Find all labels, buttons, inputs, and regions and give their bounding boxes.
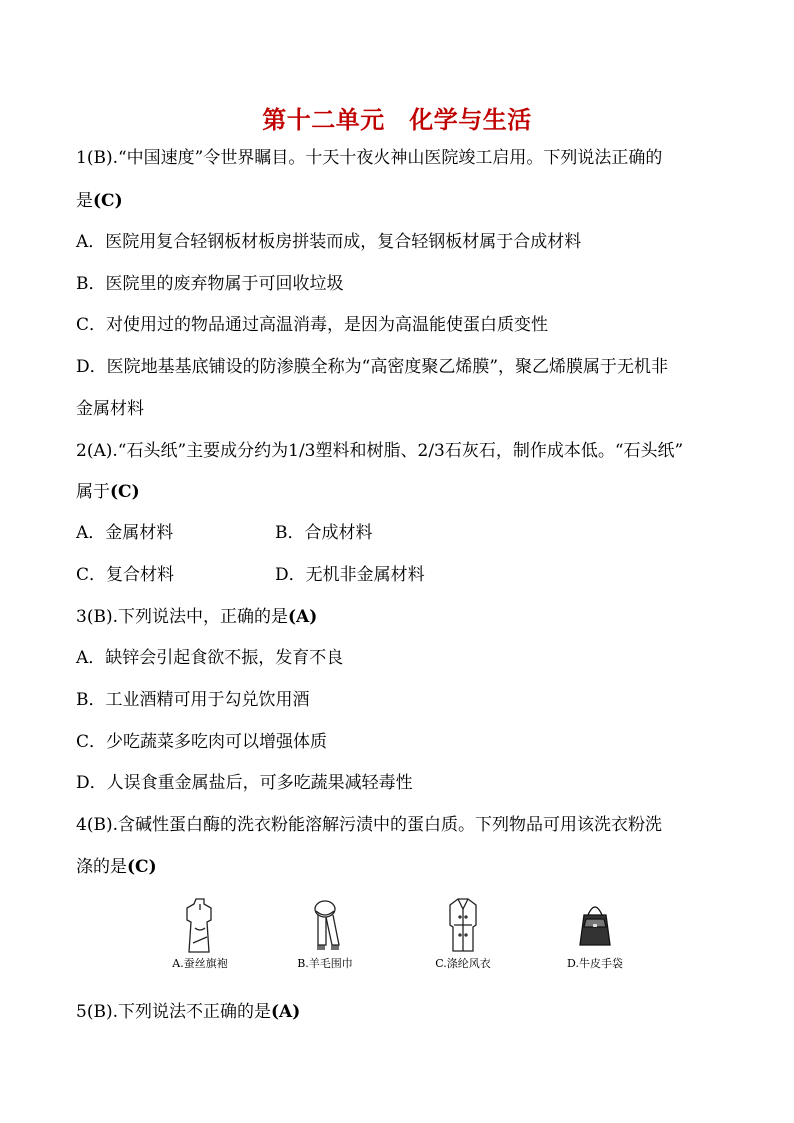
q3-option-a: A．缺锌会引起食欲不振，发育不良	[76, 648, 344, 668]
q2-option-c: C．复合材料	[76, 565, 175, 585]
figure-d-caption: D.牛皮手袋	[567, 957, 623, 970]
q3-stem: 3(B).下列说法中，正确的是(A)	[76, 607, 318, 627]
q1-stem-line2: 是(C)	[76, 191, 123, 211]
q1-option-b: B．医院里的废弃物属于可回收垃圾	[76, 274, 344, 294]
q1-option-d-line1: D．医院地基基底铺设的防渗膜全称为“高密度聚乙烯膜”，聚乙烯膜属于无机非	[76, 357, 669, 377]
q2-stem-line2: 属于(C)	[76, 482, 140, 502]
q5-answer: (A)	[270, 1002, 301, 1022]
figure-b-caption: B.羊毛围巾	[297, 957, 353, 970]
q1-stem-line1: 1(B).“中国速度”令世界瞩目。十天十夜火神山医院竣工启用。下列说法正确的	[76, 148, 663, 168]
q4-answer: (C)	[127, 857, 157, 877]
figure-c-caption: C.涤纶风衣	[435, 957, 491, 970]
q3-answer: (A)	[287, 607, 318, 627]
q4-stem-line1: 4(B).含碱性蛋白酶的洗衣粉能溶解污渍中的蛋白质。下列物品可用该洗衣粉洗	[76, 815, 662, 835]
q3-option-c: C．少吃蔬菜多吃肉可以增强体质	[76, 732, 328, 752]
q4-stem-line2: 涤的是(C)	[76, 857, 157, 877]
q2-option-a: A．金属材料	[76, 523, 174, 543]
q2-option-d: D．无机非金属材料	[275, 565, 425, 585]
q1-option-a: A．医院用复合轻钢板材板房拼装而成，复合轻钢板材属于合成材料	[76, 232, 582, 252]
scarf-icon	[280, 895, 370, 965]
q2-stem-line1: 2(A).“石头纸”主要成分约为1/3塑料和树脂、2/3石灰石，制作成本低。“石头纸”	[76, 441, 684, 461]
q2-option-b: B．合成材料	[275, 523, 373, 543]
q3-option-b: B．工业酒精可用于勾兑饮用酒	[76, 690, 310, 710]
qipao-icon	[155, 895, 245, 965]
figure-a-caption: A.蚕丝旗袍	[172, 957, 228, 970]
q2-answer: (C)	[110, 482, 140, 502]
handbag-icon	[550, 895, 640, 965]
page-title: 第十二单元 化学与生活	[262, 106, 532, 134]
q3-option-d: D．人误食重金属盐后，可多吃蔬果减轻毒性	[76, 773, 413, 793]
q1-option-c: C．对使用过的物品通过高温消毒，是因为高温能使蛋白质变性	[76, 315, 549, 335]
q5-stem: 5(B).下列说法不正确的是(A)	[76, 1002, 301, 1022]
q1-answer: (C)	[93, 191, 123, 211]
trench-coat-icon	[418, 895, 508, 965]
q1-option-d-line2: 金属材料	[76, 399, 144, 419]
